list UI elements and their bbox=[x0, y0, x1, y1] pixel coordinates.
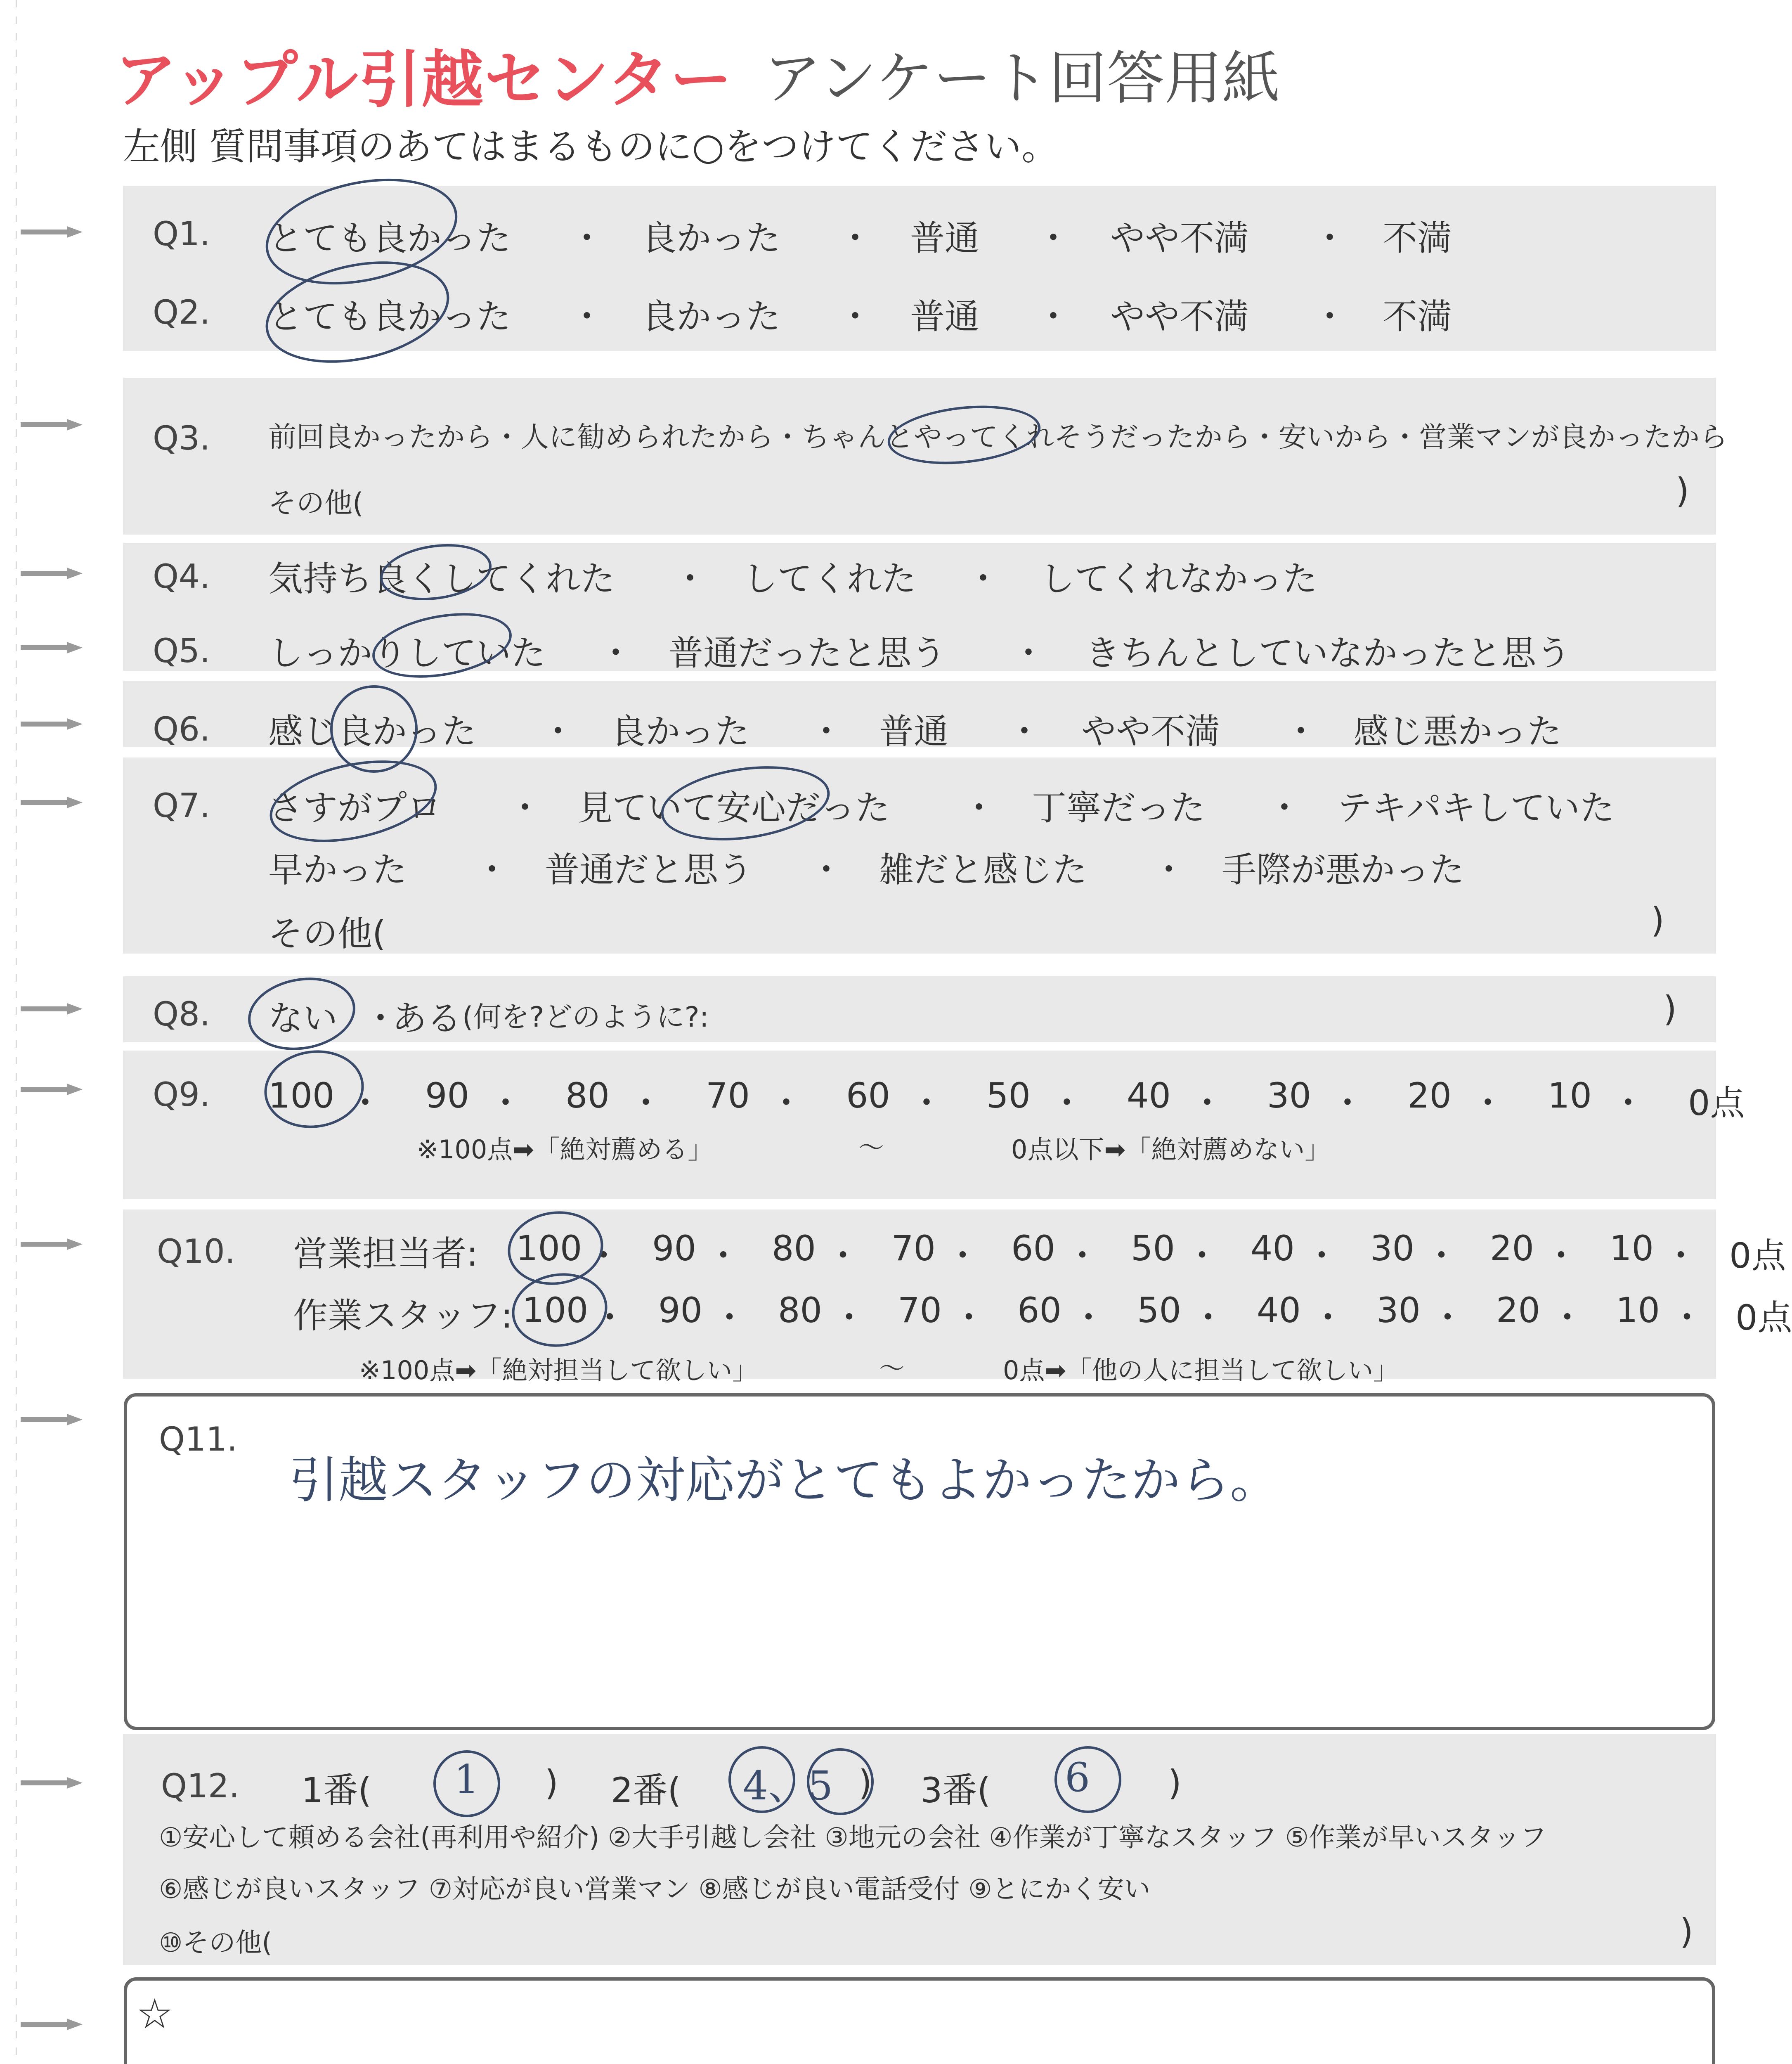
q10-label: Q10. bbox=[157, 1232, 236, 1271]
q12-third-label: 3番( bbox=[920, 1770, 991, 1811]
q5-option[interactable]: 普通だったと思う bbox=[669, 633, 946, 673]
score-option[interactable]: 60 bbox=[1011, 1228, 1055, 1269]
score-option[interactable]: 90 bbox=[425, 1075, 469, 1116]
q5-option[interactable]: きちんとしていなかったと思う bbox=[1085, 633, 1571, 673]
score-separator: ・ bbox=[1430, 1297, 1465, 1338]
q9-note-right: 0点以下➡「絶対薦めない」 bbox=[1011, 1134, 1331, 1165]
q2-option[interactable]: 不満 bbox=[1383, 296, 1452, 337]
q12-first-label: 1番( bbox=[301, 1770, 372, 1811]
q8-option-none[interactable]: ない bbox=[268, 998, 338, 1039]
q12-second-circle bbox=[728, 1746, 795, 1813]
score-option[interactable]: 20 bbox=[1490, 1228, 1534, 1269]
score-separator: ・ bbox=[832, 1297, 867, 1338]
score-option[interactable]: 30 bbox=[1370, 1228, 1414, 1269]
q4-option[interactable]: 気持ち良くしてくれた bbox=[268, 559, 615, 599]
q2-separator: ・ bbox=[570, 296, 605, 337]
q12-other-field[interactable]: ⑩その他( bbox=[159, 1928, 272, 1958]
q1-option[interactable]: 不満 bbox=[1383, 218, 1452, 258]
q4-separator: ・ bbox=[673, 559, 708, 599]
q11-handwritten-answer: 引越スタッフの対応がとてもよかったから。 bbox=[289, 1452, 1279, 1509]
q1-option[interactable]: とても良かった bbox=[268, 218, 511, 258]
q2-option[interactable]: 普通 bbox=[910, 296, 980, 337]
score-separator: ・ bbox=[945, 1236, 980, 1276]
score-option[interactable]: 60 bbox=[846, 1075, 890, 1116]
q12-second-label: 2番( bbox=[611, 1770, 681, 1811]
q1-label: Q1. bbox=[153, 215, 210, 253]
q6-separator: ・ bbox=[1007, 711, 1042, 752]
q12-first-close: ) bbox=[545, 1763, 558, 1803]
score-separator: ・ bbox=[1071, 1297, 1106, 1338]
q11-label: Q11. bbox=[159, 1420, 238, 1458]
q10-note-tilde: 〜 bbox=[879, 1353, 905, 1383]
row-arrow-icon bbox=[21, 718, 83, 730]
score-option[interactable]: 50 bbox=[986, 1075, 1031, 1116]
q4-separator: ・ bbox=[966, 559, 1001, 599]
score-separator: ・ bbox=[592, 1297, 627, 1338]
q12-third-value[interactable]: 6 bbox=[1065, 1754, 1090, 1801]
q7-option[interactable]: テキパキしていた bbox=[1337, 788, 1615, 828]
q8-separator: ・ bbox=[363, 998, 398, 1039]
score-option[interactable]: 20 bbox=[1407, 1075, 1452, 1116]
q2-option[interactable]: とても良かった bbox=[268, 296, 511, 337]
q8-detail-close: ) bbox=[1663, 989, 1677, 1029]
q5-separator: ・ bbox=[1011, 633, 1046, 673]
q6-option[interactable]: 良かった bbox=[611, 711, 750, 752]
score-separator: ・ bbox=[712, 1297, 747, 1338]
score-separator: ・ bbox=[488, 1083, 523, 1123]
q2-option[interactable]: 良かった bbox=[642, 296, 781, 337]
q7-option[interactable]: 早かった bbox=[268, 850, 407, 890]
row-arrow-icon bbox=[21, 1003, 83, 1015]
q7-separator: ・ bbox=[962, 788, 997, 828]
q12-choices-row: ⑥感じが良いスタッフ ⑦対応が良い営業マン ⑧感じが良い電話受付 ⑨とにかく安い bbox=[159, 1874, 1151, 1905]
star-icon: ☆ bbox=[136, 1990, 173, 2038]
q12-second-value[interactable]: 4、5 bbox=[743, 1763, 833, 1809]
q4-option[interactable]: してくれなかった bbox=[1040, 559, 1318, 599]
q2-option[interactable]: やや不満 bbox=[1110, 296, 1249, 337]
q10-note-left: ※100点➡「絶対担当して欲しい」 bbox=[359, 1355, 758, 1385]
q3-options-line[interactable]: 前回良かったから・人に勧められたから・ちゃんとやってくれそうだったから・安いから・営業マンが良かったから bbox=[268, 421, 1728, 454]
q1-separator: ・ bbox=[1036, 218, 1071, 258]
score-separator: ・ bbox=[1330, 1083, 1365, 1123]
score-separator: ・ bbox=[1424, 1236, 1459, 1276]
q2-separator: ・ bbox=[1312, 296, 1348, 337]
free-comment-box[interactable] bbox=[124, 1977, 1715, 2064]
score-separator: ・ bbox=[706, 1236, 741, 1276]
row-arrow-icon bbox=[21, 2019, 83, 2030]
row-arrow-icon bbox=[21, 797, 83, 808]
q9-note-left: ※100点➡「絶対薦める」 bbox=[417, 1134, 714, 1165]
row-arrow-icon bbox=[21, 1414, 83, 1425]
q12-third-close: ) bbox=[1168, 1763, 1182, 1803]
score-separator: ・ bbox=[1191, 1297, 1226, 1338]
q6-option[interactable]: 感じ良かった bbox=[268, 711, 477, 752]
q7-option[interactable]: 手際が悪かった bbox=[1222, 850, 1465, 890]
score-option[interactable]: 20 bbox=[1496, 1290, 1540, 1330]
band-q8 bbox=[123, 976, 1716, 1042]
score-option[interactable]: 40 bbox=[1127, 1075, 1171, 1116]
row-arrow-icon bbox=[21, 226, 83, 238]
score-separator: ・ bbox=[348, 1083, 383, 1123]
q3-other-close: ) bbox=[1676, 471, 1689, 511]
q6-separator: ・ bbox=[541, 711, 576, 752]
q7-other[interactable]: その他( bbox=[268, 914, 386, 954]
q12-other-close: ) bbox=[1680, 1911, 1693, 1952]
score-separator: ・ bbox=[1050, 1083, 1085, 1123]
score-option[interactable]: 40 bbox=[1257, 1290, 1301, 1330]
score-option[interactable]: 70 bbox=[891, 1228, 936, 1269]
q1-option[interactable]: やや不満 bbox=[1110, 218, 1249, 258]
score-separator: ・ bbox=[1550, 1297, 1585, 1338]
q10-note-right: 0点➡「他の人に担当して欲しい」 bbox=[1003, 1355, 1399, 1385]
q7-separator: ・ bbox=[1151, 850, 1187, 890]
score-option[interactable]: 80 bbox=[565, 1075, 610, 1116]
q12-label: Q12. bbox=[161, 1767, 240, 1805]
q2-label: Q2. bbox=[153, 293, 210, 331]
q7-other-close: ) bbox=[1651, 900, 1664, 940]
q7-option[interactable]: さすがプロ bbox=[268, 788, 442, 828]
score-option[interactable]: 100 bbox=[516, 1228, 582, 1269]
score-separator: ・ bbox=[586, 1236, 621, 1276]
q7-separator: ・ bbox=[809, 850, 844, 890]
q6-label: Q6. bbox=[153, 710, 210, 748]
q12-second-close: ) bbox=[858, 1763, 872, 1803]
score-separator: ・ bbox=[769, 1083, 804, 1123]
q5-option[interactable]: しっかりしていた bbox=[268, 633, 546, 673]
row-arrow-icon bbox=[21, 1084, 83, 1095]
instruction-text: 左側 質問事項のあてはまるものに○をつけてください。 bbox=[123, 125, 1059, 168]
q12-choices-row: ①安心して頼める会社(再利用や紹介) ②大手引越し会社 ③地元の会社 ④作業が丁寧なスタッフ ⑤作業が早いスタッフ bbox=[159, 1823, 1547, 1853]
q6-option[interactable]: 感じ悪かった bbox=[1354, 711, 1562, 752]
q8-option-some[interactable]: ある bbox=[392, 998, 462, 1039]
row-arrow-icon bbox=[21, 419, 83, 431]
score-separator: ・ bbox=[1669, 1297, 1705, 1338]
score-option[interactable]: 100 bbox=[268, 1075, 335, 1116]
score-separator: ・ bbox=[1663, 1236, 1698, 1276]
q7-label: Q7. bbox=[153, 786, 210, 825]
score-separator: ・ bbox=[1184, 1236, 1220, 1276]
score-option[interactable]: 30 bbox=[1376, 1290, 1421, 1330]
score-option[interactable]: 0点 bbox=[1729, 1236, 1786, 1276]
q1-option[interactable]: 良かった bbox=[642, 218, 781, 258]
score-separator: ・ bbox=[825, 1236, 861, 1276]
q10-staff-label: 作業スタッフ: bbox=[293, 1295, 513, 1336]
q7-option[interactable]: 見ていて安心だった bbox=[578, 788, 890, 828]
q5-separator: ・ bbox=[598, 633, 634, 673]
q5-label: Q5. bbox=[153, 632, 210, 670]
row-arrow-icon bbox=[21, 1777, 83, 1789]
row-arrow-icon bbox=[21, 642, 83, 653]
score-separator: ・ bbox=[1190, 1083, 1225, 1123]
q7-option[interactable]: 丁寧だった bbox=[1032, 788, 1206, 828]
score-separator: ・ bbox=[1065, 1236, 1100, 1276]
q12-first-circle bbox=[433, 1750, 500, 1817]
q8-label: Q8. bbox=[153, 995, 210, 1033]
q9-note-tilde: 〜 bbox=[858, 1132, 884, 1162]
q7-separator: ・ bbox=[475, 850, 510, 890]
q7-separator: ・ bbox=[1267, 788, 1302, 828]
score-option[interactable]: 40 bbox=[1251, 1228, 1295, 1269]
q1-separator: ・ bbox=[1312, 218, 1348, 258]
binder-line bbox=[16, 0, 17, 2064]
q2-separator: ・ bbox=[838, 296, 873, 337]
q12-second-circle bbox=[807, 1748, 874, 1815]
score-option[interactable]: 50 bbox=[1131, 1228, 1175, 1269]
q3-label: Q3. bbox=[153, 419, 210, 457]
q2-separator: ・ bbox=[1036, 296, 1071, 337]
score-option[interactable]: 90 bbox=[652, 1228, 696, 1269]
q6-separator: ・ bbox=[809, 711, 844, 752]
score-option[interactable]: 0点 bbox=[1688, 1083, 1745, 1123]
score-separator: ・ bbox=[1544, 1236, 1579, 1276]
q6-separator: ・ bbox=[1284, 711, 1319, 752]
q7-separator: ・ bbox=[508, 788, 543, 828]
q4-option[interactable]: してくれた bbox=[743, 559, 917, 599]
score-option[interactable]: 70 bbox=[706, 1075, 750, 1116]
q1-option[interactable]: 普通 bbox=[910, 218, 980, 258]
score-option[interactable]: 10 bbox=[1616, 1290, 1660, 1330]
score-option[interactable]: 60 bbox=[1017, 1290, 1061, 1330]
q6-option[interactable]: やや不満 bbox=[1081, 711, 1220, 752]
score-option[interactable]: 30 bbox=[1267, 1075, 1311, 1116]
q4-label: Q4. bbox=[153, 557, 210, 596]
score-separator: ・ bbox=[1611, 1083, 1646, 1123]
q12-third-circle bbox=[1054, 1746, 1121, 1813]
score-separator: ・ bbox=[1304, 1236, 1339, 1276]
q8-detail-field[interactable]: (何を?どのように?: bbox=[462, 1001, 709, 1034]
q7-option[interactable]: 雑だと感じた bbox=[879, 850, 1087, 890]
q3-other[interactable]: その他( bbox=[268, 487, 364, 520]
q9-label: Q9. bbox=[153, 1075, 210, 1114]
q1-separator: ・ bbox=[570, 218, 605, 258]
score-separator: ・ bbox=[1470, 1083, 1506, 1123]
form-subtitle: アンケート回答用紙 bbox=[764, 45, 1280, 112]
score-option[interactable]: 100 bbox=[522, 1290, 589, 1330]
score-option[interactable]: 80 bbox=[778, 1290, 822, 1330]
score-option[interactable]: 90 bbox=[658, 1290, 702, 1330]
company-title: アップル引越センター bbox=[115, 44, 733, 116]
score-option[interactable]: 0点 bbox=[1735, 1297, 1792, 1338]
q10-sales-label: 営業担当者: bbox=[293, 1233, 478, 1274]
q12-first-value[interactable]: 1 bbox=[454, 1756, 480, 1803]
q7-option[interactable]: 普通だと思う bbox=[545, 850, 753, 890]
score-option[interactable]: 70 bbox=[898, 1290, 942, 1330]
row-arrow-icon bbox=[21, 568, 83, 579]
score-option[interactable]: 50 bbox=[1137, 1290, 1181, 1330]
score-option[interactable]: 10 bbox=[1548, 1075, 1592, 1116]
score-separator: ・ bbox=[1310, 1297, 1345, 1338]
score-separator: ・ bbox=[909, 1083, 944, 1123]
score-separator: ・ bbox=[629, 1083, 664, 1123]
score-separator: ・ bbox=[951, 1297, 986, 1338]
score-option[interactable]: 80 bbox=[772, 1228, 816, 1269]
row-arrow-icon bbox=[21, 1238, 83, 1250]
q1-separator: ・ bbox=[838, 218, 873, 258]
q6-option[interactable]: 普通 bbox=[879, 711, 949, 752]
score-option[interactable]: 10 bbox=[1610, 1228, 1654, 1269]
